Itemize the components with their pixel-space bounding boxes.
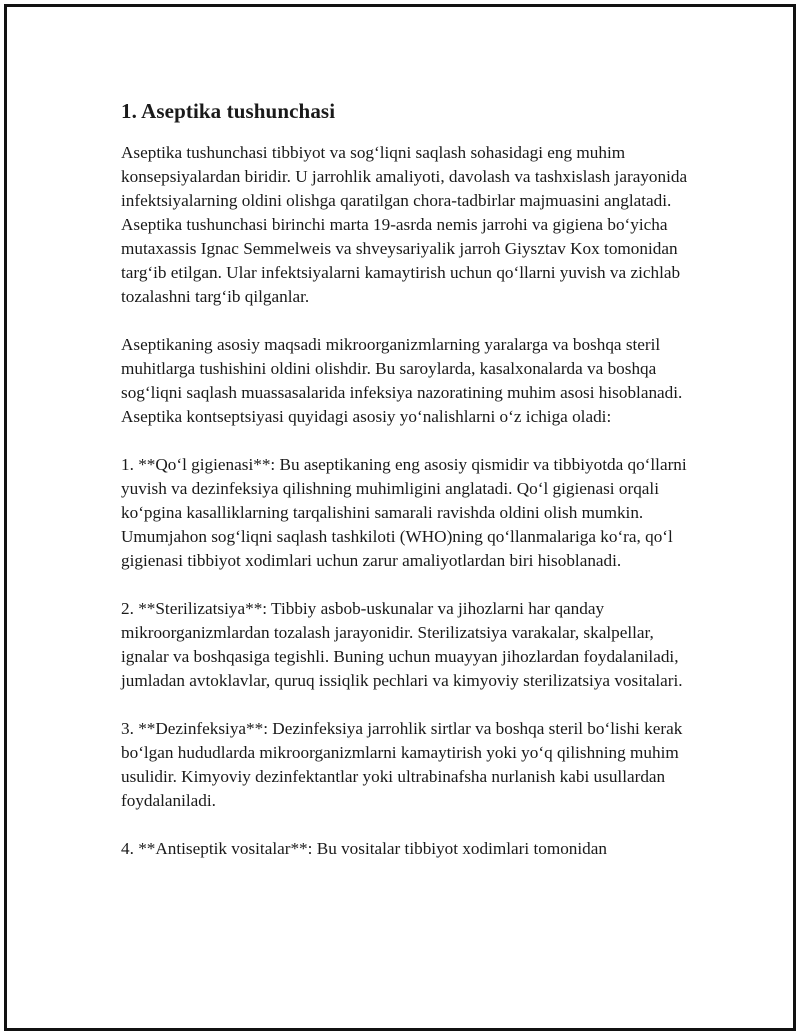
paragraph-antiseptics: 4. **Antiseptik vositalar**: Bu vositalar tibbiyot xodimlari tomonidan xyxy=(121,839,607,858)
paragraph-purpose: Aseptikaning asosiy maqsadi mikroorganizmlarning yaralarga va boshqa steril muhitlarga tushishini oldini olishdir. Bu saroylarda, kasalxonalarda va boshqa sog‘liqni saqlash muassasalarida infeksiya nazoratining muhim asosi hisoblanadi. Aseptika kontseptsiyasi quyidagi asosiy yo‘nalishlarni o‘z ichiga oladi: xyxy=(121,335,683,426)
paragraph-hand-hygiene: 1. **Qo‘l gigienasi**: Bu aseptikaning eng asosiy qismidir va tibbiyotda qo‘llarni yuvish va dezinfeksiya qilishning muhimligini anglatadi. Qo‘l gigienasi orqali ko‘pgina kasalliklarning tarqalishini samarali ravishda oldini olish mumkin. Umumjahon sog‘liqni saqlash tashkiloti (WHO)ning qo‘llanmalariga ko‘ra, qo‘l gigienasi tibbiyot xodimlari uchun zarur amaliyotlardan biri hisoblanadi. xyxy=(121,455,687,570)
page-title: 1. Aseptika tushunchasi xyxy=(121,99,336,123)
paragraph-intro: Aseptika tushunchasi tibbiyot va sog‘liqni saqlash sohasidagi eng muhim konsepsiyalardan biridir. U jarrohlik amaliyoti, davolash va tashxislash jarayonida infektsiyalarning oldini olishga qaratilgan chora-tadbirlar majmuasini anglatadi. Aseptika tushunchasi birinchi marta 19-asrda nemis jarrohi va gigiena bo‘yicha mutaxassis Ignac Semmelweis va shveysariyalik jarroh Giysztav Kox tomonidan targ‘ib etilgan. Ular infektsiyalarni kamaytirish uchun qo‘llarni yuvish va zichlab tozalashni targ‘ib qilganlar. xyxy=(121,143,688,306)
paragraph-sterilization: 2. **Sterilizatsiya**: Tibbiy asbob-uskunalar va jihozlarni har qanday mikroorganizmlardan tozalash jarayonidir. Sterilizatsiya varakalar, skalpellar, ignalar va boshqasiga tegishli. Buning uchun muayyan jihozlardan foydalaniladi, jumladan avtoklavlar, quruq issiqlik pechlari va kimyoviy sterilizatsiya vositalari. xyxy=(121,599,683,690)
page-frame xyxy=(4,4,796,1031)
paragraph-disinfection: 3. **Dezinfeksiya**: Dezinfeksiya jarrohlik sirtlar va boshqa steril bo‘lishi kerak bo‘lgan hududlarda mikroorganizmlarni kamaytirish yoki yo‘q qilishning muhim usulidir. Kimyoviy dezinfektantlar yoki ultrabinafsha nurlanish kabi usullardan foydalaniladi. xyxy=(121,719,683,810)
document-body xyxy=(121,97,701,861)
